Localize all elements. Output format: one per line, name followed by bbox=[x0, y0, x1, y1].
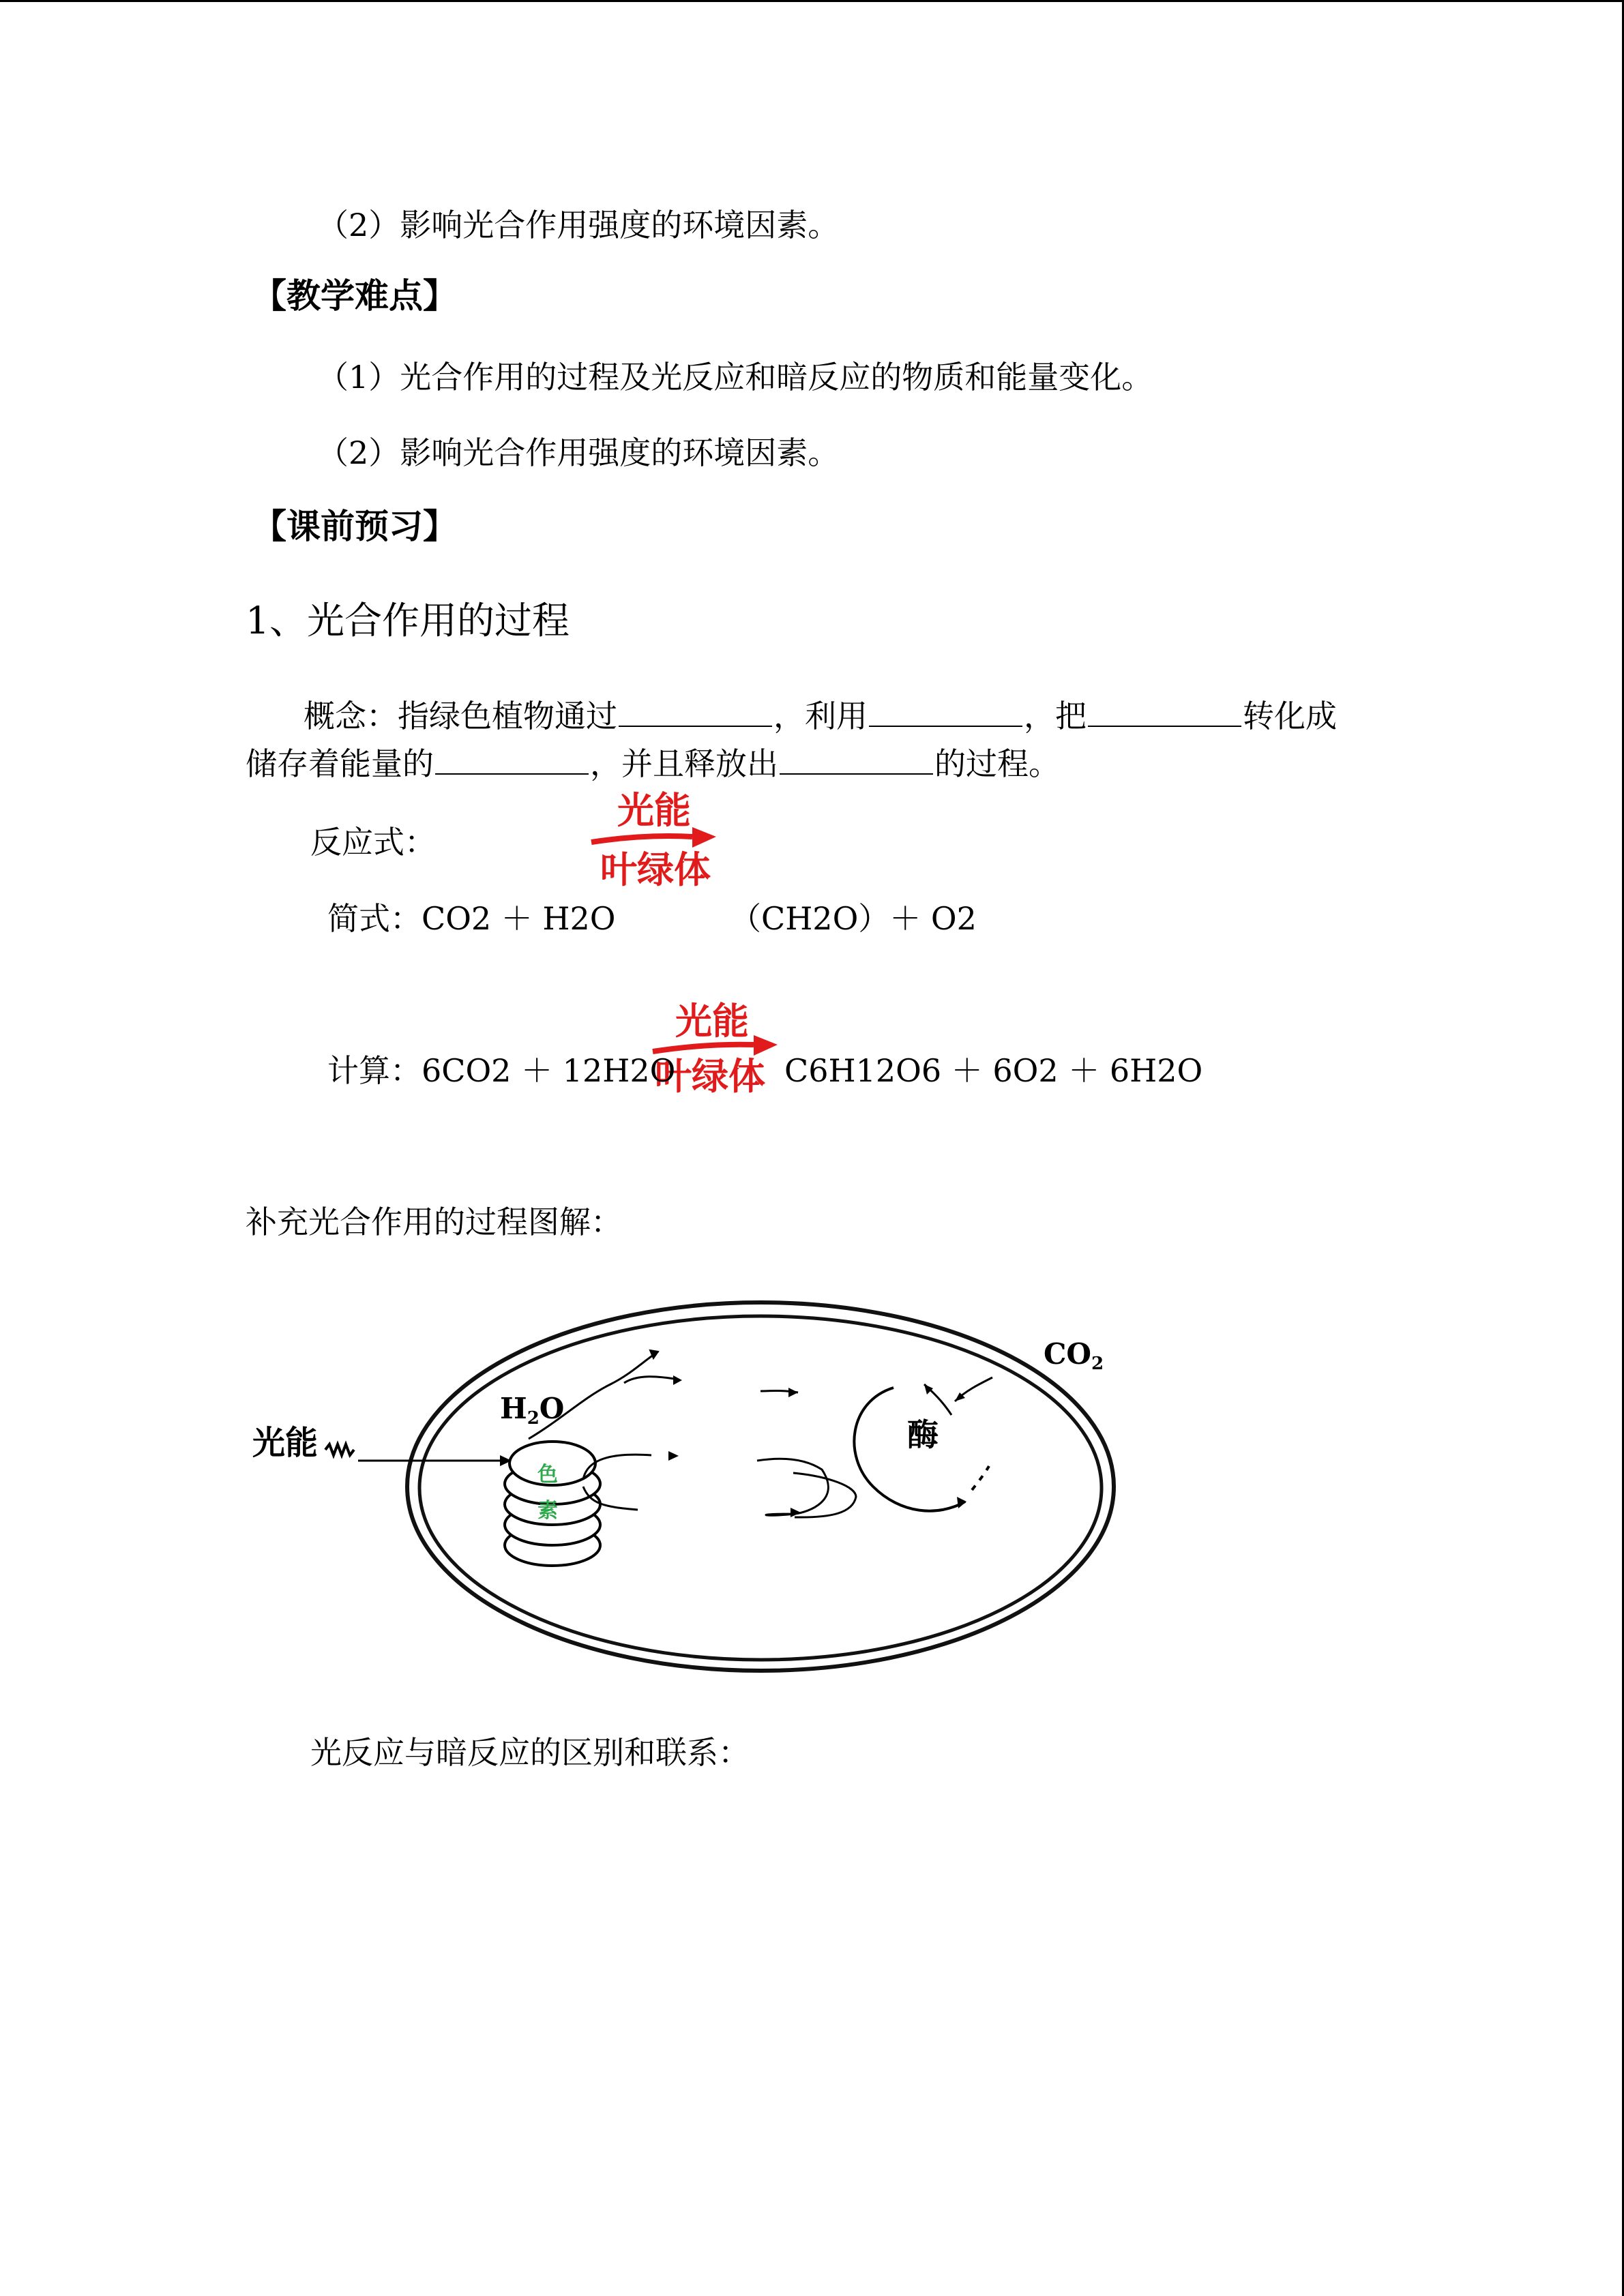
arrow-head-5-icon bbox=[957, 1497, 966, 1508]
section-title-process: 1、光合作用的过程 bbox=[246, 599, 570, 642]
arrow-head-3-icon bbox=[788, 1388, 798, 1397]
simple-equation-right: （CH2O）＋ O2 bbox=[730, 900, 977, 937]
arrow-head-2-icon bbox=[668, 1451, 679, 1461]
blank-1[interactable] bbox=[619, 698, 772, 727]
diagram-light-label: 光能 bbox=[252, 1424, 319, 1462]
arrow-head-4-icon bbox=[791, 1508, 801, 1517]
pigment-label-1: 色 bbox=[537, 1463, 558, 1487]
arrow1-condition-chloroplast: 叶绿体 bbox=[600, 848, 711, 891]
concept-text-6: ，并且释放出 bbox=[590, 745, 778, 782]
concept-line-1 bbox=[304, 696, 1337, 736]
concept-text-1: 概念：指绿色植物通过 bbox=[304, 698, 617, 734]
reaction-label: 反应式： bbox=[310, 824, 436, 861]
co2-label: CO2 bbox=[1044, 1337, 1104, 1374]
concept-text-3: ，把 bbox=[1024, 698, 1087, 734]
concept-text-2: ，利用 bbox=[773, 698, 868, 734]
objective-line-2: （2）影响光合作用强度的环境因素。 bbox=[317, 207, 840, 243]
arrow-head-1-icon bbox=[673, 1375, 682, 1385]
simple-equation-left: 简式：CO2 ＋ H2O bbox=[327, 900, 616, 937]
light-dark-reaction-label: 光反应与暗反应的区别和联系： bbox=[310, 1734, 750, 1771]
blank-4[interactable] bbox=[435, 746, 589, 775]
calc-equation-right: C6H12O6 ＋ 6O2 ＋ 6H2O bbox=[784, 1052, 1203, 1089]
arrow1-condition-light: 光能 bbox=[617, 789, 691, 832]
supplement-label: 补充光合作用的过程图解： bbox=[246, 1204, 622, 1240]
heading-teaching-difficulty: 【教学难点】 bbox=[252, 276, 457, 316]
blank-5[interactable] bbox=[780, 746, 933, 775]
concept-line-2 bbox=[246, 743, 1060, 784]
photosynthesis-diagram bbox=[242, 1282, 1129, 1678]
blank-2[interactable] bbox=[869, 698, 1022, 727]
light-wave-icon bbox=[325, 1444, 354, 1455]
difficulty-item-1: （1）光合作用的过程及光反应和暗反应的物质和能量变化。 bbox=[317, 359, 1153, 396]
water-label: H2O bbox=[500, 1392, 565, 1429]
pigment-label-2: 素 bbox=[537, 1499, 558, 1523]
concept-text-5: 储存着能量的 bbox=[246, 745, 434, 782]
concept-text-7: 的过程。 bbox=[934, 745, 1060, 782]
page-top-border bbox=[0, 0, 1624, 2]
blank-3[interactable] bbox=[1088, 698, 1241, 727]
heading-preview: 【课前预习】 bbox=[252, 507, 457, 546]
enzyme-label: 酶 bbox=[907, 1416, 939, 1453]
arrow2-condition-chloroplast: 叶绿体 bbox=[655, 1055, 765, 1098]
concept-text-4: 转化成 bbox=[1243, 698, 1337, 734]
calc-equation-left: 计算：6CO2 ＋ 12H2O bbox=[327, 1052, 676, 1089]
arrow2-condition-light: 光能 bbox=[675, 1000, 749, 1043]
arrow-head-6-icon bbox=[924, 1384, 933, 1395]
difficulty-item-2: （2）影响光合作用强度的环境因素。 bbox=[317, 434, 840, 471]
